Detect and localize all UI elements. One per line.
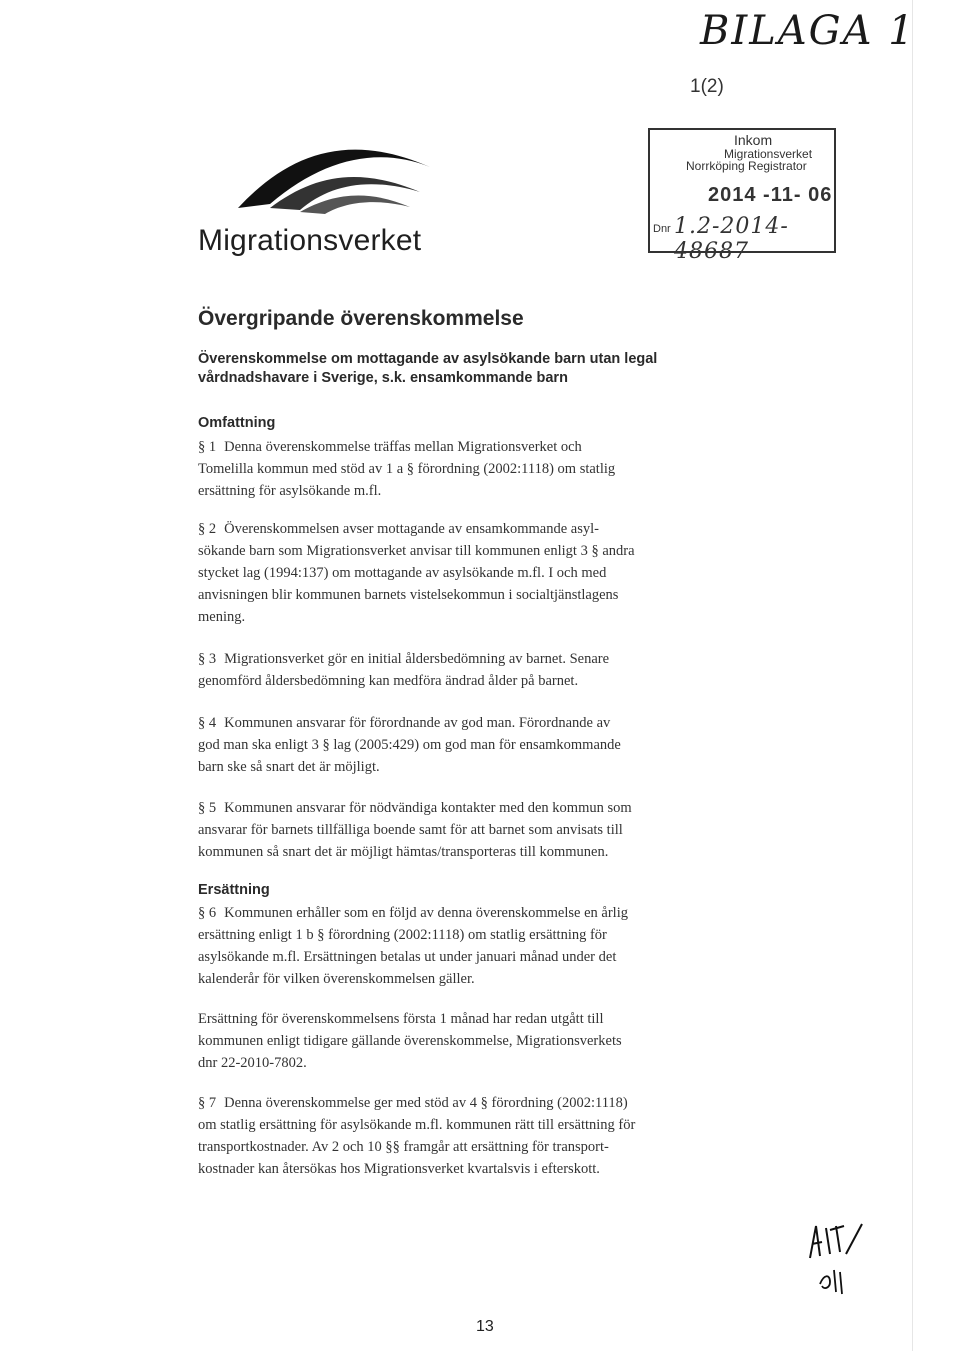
paragraph-line: kalenderår för vilken överenskommelsen gäller. xyxy=(198,971,475,987)
paragraph-line: om statlig ersättning för asylsökande m.fl. kommunen rätt till ersättning för xyxy=(198,1117,636,1133)
paragraph-line: kommunen enligt tidigare gällande överenskommelse, Migrationsverkets xyxy=(198,1033,622,1049)
paragraph-line: Kommunen erhåller som en följd av denna överenskommelse en årlig xyxy=(224,905,628,921)
paragraph-line: mening. xyxy=(198,609,246,625)
paragraph-6 xyxy=(198,902,738,990)
stamp-agency: Migrationsverket xyxy=(724,147,813,161)
paragraph-line: dnr 22-2010-7802. xyxy=(198,1055,307,1071)
paragraph-line: sökande barn som Migrationsverket anvisar till kommunen enligt 3 § andra xyxy=(198,543,635,559)
paragraph-line: kommunen så snart det är möjligt hämtas/transporteras till kommunen. xyxy=(198,844,609,860)
paragraph-line: anvisningen blir kommunen barnets vistelsekommun i socialtjänstlagens xyxy=(198,587,619,603)
registration-stamp xyxy=(648,128,836,264)
section-heading-scope: Omfattning xyxy=(198,415,276,431)
paragraph-2 xyxy=(198,518,738,628)
scan-edge-line xyxy=(912,0,913,1351)
stamp-inkom: Inkom xyxy=(734,132,773,148)
paragraph-line: Ersättning för överenskommelsens första 1 månad har redan utgått till xyxy=(198,1011,604,1027)
stamp-dnr-label: Dnr xyxy=(653,223,671,235)
paragraph-line: Överenskommelsen avser mottagande av ensamkommande asyl- xyxy=(224,521,599,537)
brand-name: Migrationsverket xyxy=(198,224,422,257)
section-heading-compensation: Ersättning xyxy=(198,882,270,898)
paragraph-line: ersättning för asylsökande m.fl. xyxy=(198,483,382,499)
paragraph-line: ersättning enligt 1 b § förordning (2002:1118) om statlig ersättning för xyxy=(198,927,607,943)
page-indicator: 1(2) xyxy=(690,76,724,97)
document-subtitle xyxy=(198,350,758,388)
paragraph-line: Kommunen ansvarar för förordnande av god man. Förordnande av xyxy=(224,715,611,731)
section-number: § 1 xyxy=(198,439,217,455)
paragraph-line: god man ska enligt 3 § lag (2005:429) om god man för ensamkommande xyxy=(198,737,621,753)
section-number: § 6 xyxy=(198,905,217,921)
section-number: § 2 xyxy=(198,521,217,537)
paragraph-3 xyxy=(198,648,738,692)
document-title: Övergripande överenskommelse xyxy=(198,307,524,330)
paragraph-line: Tomelilla kommun med stöd av 1 a § förordning (2002:1118) om statlig xyxy=(198,461,616,477)
subtitle-line: Överenskommelse om mottagande av asylsökande barn utan legal xyxy=(198,351,658,367)
paragraph-line: asylsökande m.fl. Ersättningen betalas ut under januari månad under det xyxy=(198,949,617,965)
section-number: § 7 xyxy=(198,1095,217,1111)
subtitle-line: vårdnadshavare i Sverige, s.k. ensamkommande barn xyxy=(198,370,568,386)
migrationsverket-logo-icon xyxy=(230,112,440,222)
section-number: § 5 xyxy=(198,800,217,816)
stamp-date: 2014 -11- 06 xyxy=(708,184,833,206)
section-number: § 4 xyxy=(198,715,217,731)
paragraph-7 xyxy=(198,1092,738,1180)
paragraph-line: barn ske så snart det är möjligt. xyxy=(198,759,380,775)
page-number: 13 xyxy=(476,1318,494,1335)
handwritten-annotation: BILAGA 1 xyxy=(700,8,916,54)
paragraph-line: ansvarar för barnets tillfälliga boende samt för att barnet som anvisats till xyxy=(198,822,623,838)
paragraph-line: transportkostnader. Av 2 och 10 §§ framgår att ersättning för transport- xyxy=(198,1139,609,1155)
handwritten-initials-signature xyxy=(800,1218,880,1298)
paragraph-4 xyxy=(198,712,738,778)
section-number: § 3 xyxy=(198,651,217,667)
paragraph-5 xyxy=(198,797,738,863)
paragraph-line: Migrationsverket gör en initial åldersbedömning av barnet. Senare xyxy=(224,651,610,667)
paragraph-line: Denna överenskommelse träffas mellan Migrationsverket och xyxy=(224,439,582,455)
paragraph-line: Denna överenskommelse ger med stöd av 4 § förordning (2002:1118) xyxy=(224,1095,628,1111)
paragraph-line: Kommunen ansvarar för nödvändiga kontakter med den kommun som xyxy=(224,800,632,816)
paragraph-compensation-note xyxy=(198,1008,738,1074)
paragraph-line: stycket lag (1994:137) om mottagande av asylsökande m.fl. I och med xyxy=(198,565,607,581)
paragraph-line: kostnader kan återsökas hos Migrationsverket kvartalsvis i efterskott. xyxy=(198,1161,600,1177)
paragraph-1 xyxy=(198,436,738,502)
stamp-registrator: Norrköping Registrator xyxy=(686,159,807,173)
stamp-dnr-value: 1.2-2014-48687 xyxy=(674,214,789,264)
paragraph-line: genomförd åldersbedömning kan medföra ändrad ålder på barnet. xyxy=(198,673,579,689)
